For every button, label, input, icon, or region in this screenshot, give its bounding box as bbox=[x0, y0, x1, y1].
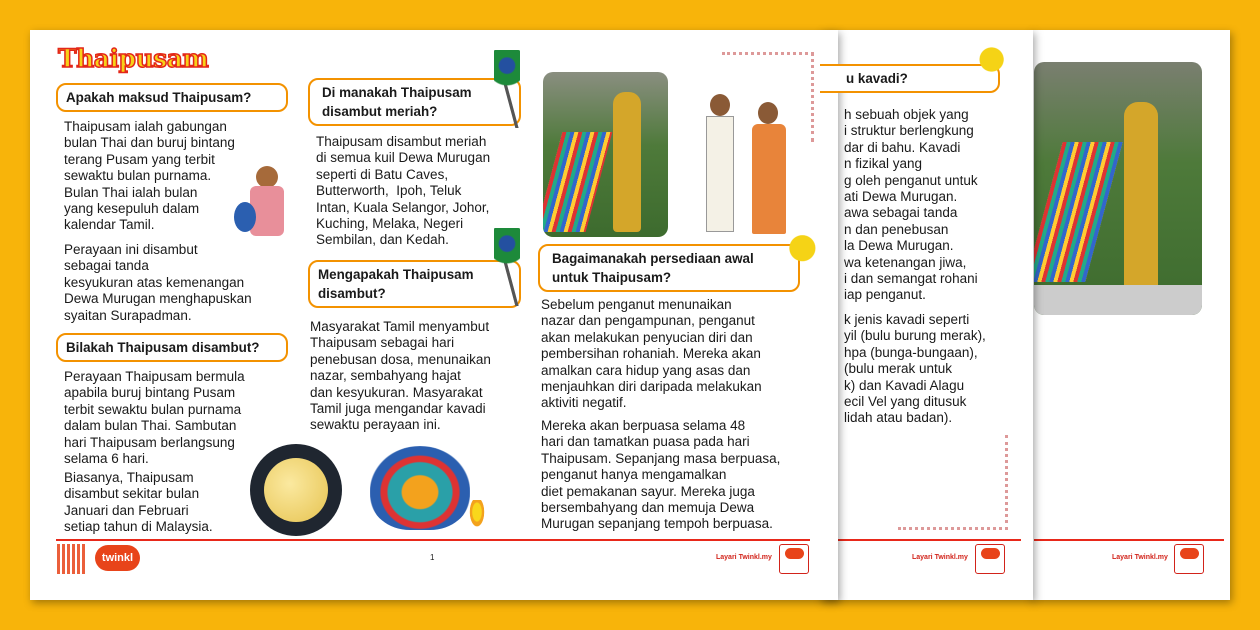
quality-badge bbox=[779, 544, 809, 574]
page-3 bbox=[1030, 30, 1230, 600]
footer-line bbox=[56, 539, 810, 541]
peacock-feather-icon bbox=[494, 228, 520, 306]
answer-text: Sebelum penganut menunaikan nazar dan pengampunan, penganut akan melakukan penyucian diri dan pembersihan rohaniah. Mereka akan amalkan cara hidup yang asas dan menjauhkan diri daripada melakukan aktiviti negatif. bbox=[541, 297, 762, 411]
yellow-flower-icon bbox=[970, 42, 1006, 92]
page-title: Thaipusam bbox=[58, 44, 209, 73]
kavadi-illustration bbox=[370, 446, 470, 530]
batu-caves-statue-image bbox=[543, 72, 668, 237]
answer-text: Thaipusam disambut meriah di semua kuil Dewa Murugan seperti di Batu Caves, Butterworth, Ipoh, Teluk Intan, Kuala Selangor, Johor, Kuching, Melaka, Negeri Sembilan, dan Kedah. bbox=[316, 134, 491, 248]
quality-badge bbox=[975, 544, 1005, 574]
answer-text: Mereka akan berpuasa selama 48 hari dan tamatkan puasa pada hari Thaipusam. Sepanjang masa berpuasa, penganut hanya mengamalkan diet pemakanan sayur. Mereka juga bersembahyang dan memuja Dewa Murugan sepanjang tempoh berpuasa. bbox=[541, 418, 781, 532]
question-heading: Di manakah Thaipusam disambut meriah? bbox=[308, 78, 521, 126]
answer-text: Perayaan ini disambut sebagai tanda kesyukuran atas kemenangan Dewa Murugan menghapuskan syaitan Surapadman. bbox=[64, 242, 252, 323]
footer-link[interactable]: Layari Twinkl.my bbox=[912, 554, 968, 561]
answer-text: Perayaan Thaipusam bermula apabila buruj bintang Pusam terbit sewaktu bulan purnama dalam bulan Thai. Sambutan hari Thaipusam berlangsung selama 6 hari. bbox=[64, 369, 245, 467]
question-heading: Mengapakah Thaipusam disambut? bbox=[308, 260, 521, 308]
quality-badge bbox=[1174, 544, 1204, 574]
answer-text: h sebuah objek yang i struktur berlengkung dar di bahu. Kavadi n fizikal yang g oleh penganut untuk ati Dewa Murugan. awa sebagai tanda n dan penebusan la Dewa Murugan. wa ketenangan jiwa, i dan semangat rohani iap penganut. bbox=[844, 107, 978, 303]
answer-text: Thaipusam ialah gabungan bulan Thai dan buruj bintang terang Pusam yang terbit sewaktu bulan purnama. Bulan Thai ialah bulan yang kesepuluh dalam kalendar Tamil. bbox=[64, 119, 235, 233]
question-heading: Bagaimanakah persediaan awal untuk Thaipusam? bbox=[538, 244, 800, 292]
answer-text: Masyarakat Tamil menyambut Thaipusam sebagai hari penebusan dosa, menunaikan nazar, sembahyang hajat dan kesyukuran. Masyarakat Tamil juga mengandar kavadi sewaktu perayaan ini. bbox=[310, 319, 491, 433]
yellow-flower-icon bbox=[782, 230, 816, 282]
question-heading: u kavadi? bbox=[820, 64, 1000, 93]
full-moon-illustration bbox=[250, 444, 342, 536]
qr-code[interactable] bbox=[57, 544, 87, 574]
footer-link[interactable]: Layari Twinkl.my bbox=[1112, 554, 1168, 561]
flower-border-icon bbox=[898, 435, 1008, 530]
murugan-illustration bbox=[234, 162, 306, 238]
page-1 bbox=[30, 30, 838, 600]
twinkl-logo[interactable]: twinkl bbox=[95, 545, 140, 571]
footer-link[interactable]: Layari Twinkl.my bbox=[716, 554, 772, 561]
footer-line bbox=[1034, 539, 1224, 541]
flower-border-icon bbox=[722, 52, 814, 142]
footer-line bbox=[820, 539, 1021, 541]
question-heading: Bilakah Thaipusam disambut? bbox=[56, 333, 288, 362]
answer-text: k jenis kavadi seperti yil (bulu burung merak), hpa (bunga-bungaan), (bulu merak untuk k) dan Kavadi Alagu ecil Vel yang ditusuk lidah atau badan). bbox=[844, 312, 986, 426]
answer-text: Biasanya, Thaipusam disambut sekitar bulan Januari dan Februari setiap tahun di Malaysia. bbox=[64, 470, 213, 535]
page-number: 1 bbox=[430, 553, 435, 562]
oil-lamp-icon bbox=[468, 500, 486, 530]
page-2 bbox=[820, 30, 1033, 600]
batu-caves-statue-image bbox=[1034, 62, 1202, 315]
peacock-feather-icon bbox=[494, 50, 520, 128]
question-heading: Apakah maksud Thaipusam? bbox=[56, 83, 288, 112]
